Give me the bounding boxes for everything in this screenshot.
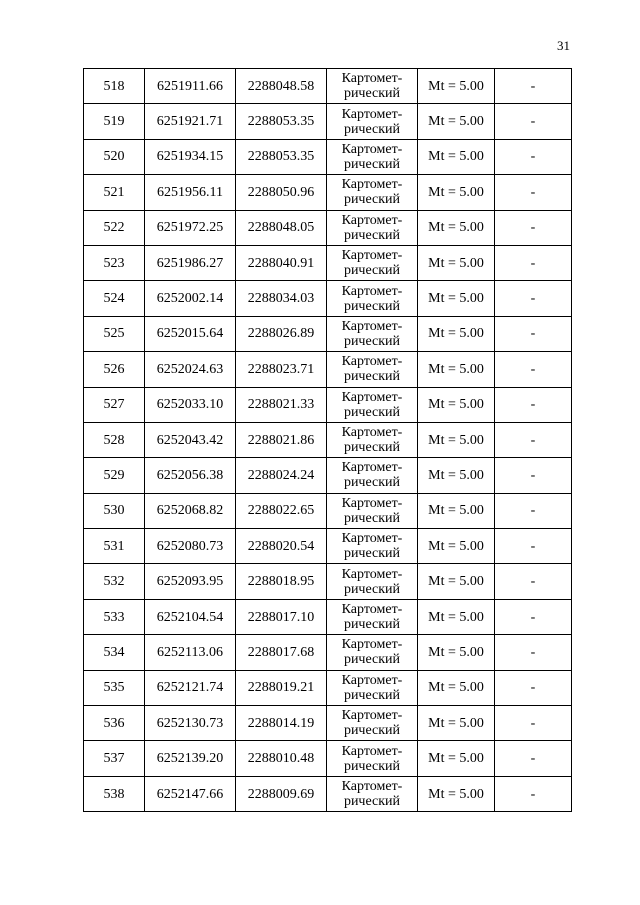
method-cell: Картомет- рический [327, 458, 418, 493]
description-cell: - [495, 245, 572, 280]
x-coordinate-cell: 6251911.66 [145, 69, 236, 104]
table-row [84, 210, 572, 245]
method-cell: Картомет- рический [327, 245, 418, 280]
x-coordinate-cell: 6252080.73 [145, 529, 236, 564]
description-cell: - [495, 281, 572, 316]
y-coordinate-cell: 2288014.19 [236, 706, 327, 741]
x-coordinate-cell: 6252113.06 [145, 635, 236, 670]
accuracy-cell: Mt = 5.00 [418, 175, 495, 210]
description-cell: - [495, 210, 572, 245]
x-coordinate-cell: 6252139.20 [145, 741, 236, 776]
point-number-cell: 533 [84, 599, 145, 634]
y-coordinate-cell: 2288048.58 [236, 69, 327, 104]
coordinates-table [83, 68, 572, 812]
x-coordinate-cell: 6252130.73 [145, 706, 236, 741]
x-coordinate-cell: 6252015.64 [145, 316, 236, 351]
table-row [84, 281, 572, 316]
accuracy-cell: Mt = 5.00 [418, 635, 495, 670]
description-cell: - [495, 352, 572, 387]
x-coordinate-cell: 6252068.82 [145, 493, 236, 528]
table-row [84, 69, 572, 104]
accuracy-cell: Mt = 5.00 [418, 706, 495, 741]
table-row [84, 139, 572, 174]
description-cell: - [495, 422, 572, 457]
accuracy-cell: Mt = 5.00 [418, 104, 495, 139]
x-coordinate-cell: 6252056.38 [145, 458, 236, 493]
table-row [84, 564, 572, 599]
method-cell: Картомет- рический [327, 706, 418, 741]
point-number-cell: 535 [84, 670, 145, 705]
method-cell: Картомет- рический [327, 564, 418, 599]
y-coordinate-cell: 2288053.35 [236, 139, 327, 174]
description-cell: - [495, 564, 572, 599]
accuracy-cell: Mt = 5.00 [418, 281, 495, 316]
accuracy-cell: Mt = 5.00 [418, 776, 495, 811]
x-coordinate-cell: 6251934.15 [145, 139, 236, 174]
description-cell: - [495, 387, 572, 422]
accuracy-cell: Mt = 5.00 [418, 458, 495, 493]
point-number-cell: 525 [84, 316, 145, 351]
method-cell: Картомет- рический [327, 422, 418, 457]
y-coordinate-cell: 2288017.10 [236, 599, 327, 634]
method-cell: Картомет- рический [327, 599, 418, 634]
description-cell: - [495, 776, 572, 811]
accuracy-cell: Mt = 5.00 [418, 670, 495, 705]
y-coordinate-cell: 2288048.05 [236, 210, 327, 245]
accuracy-cell: Mt = 5.00 [418, 493, 495, 528]
x-coordinate-cell: 6252033.10 [145, 387, 236, 422]
method-cell: Картомет- рический [327, 776, 418, 811]
accuracy-cell: Mt = 5.00 [418, 352, 495, 387]
point-number-cell: 537 [84, 741, 145, 776]
x-coordinate-cell: 6251956.11 [145, 175, 236, 210]
point-number-cell: 524 [84, 281, 145, 316]
table-row [84, 104, 572, 139]
y-coordinate-cell: 2288022.65 [236, 493, 327, 528]
point-number-cell: 531 [84, 529, 145, 564]
point-number-cell: 529 [84, 458, 145, 493]
x-coordinate-cell: 6252121.74 [145, 670, 236, 705]
method-cell: Картомет- рический [327, 281, 418, 316]
table-row [84, 387, 572, 422]
x-coordinate-cell: 6252043.42 [145, 422, 236, 457]
description-cell: - [495, 69, 572, 104]
description-cell: - [495, 706, 572, 741]
point-number-cell: 526 [84, 352, 145, 387]
table-row [84, 529, 572, 564]
method-cell: Картомет- рический [327, 352, 418, 387]
description-cell: - [495, 599, 572, 634]
description-cell: - [495, 493, 572, 528]
x-coordinate-cell: 6252024.63 [145, 352, 236, 387]
y-coordinate-cell: 2288019.21 [236, 670, 327, 705]
description-cell: - [495, 635, 572, 670]
y-coordinate-cell: 2288021.86 [236, 422, 327, 457]
y-coordinate-cell: 2288009.69 [236, 776, 327, 811]
y-coordinate-cell: 2288023.71 [236, 352, 327, 387]
method-cell: Картомет- рический [327, 529, 418, 564]
point-number-cell: 519 [84, 104, 145, 139]
point-number-cell: 528 [84, 422, 145, 457]
y-coordinate-cell: 2288026.89 [236, 316, 327, 351]
method-cell: Картомет- рический [327, 175, 418, 210]
y-coordinate-cell: 2288053.35 [236, 104, 327, 139]
description-cell: - [495, 316, 572, 351]
method-cell: Картомет- рический [327, 387, 418, 422]
accuracy-cell: Mt = 5.00 [418, 69, 495, 104]
table-row [84, 422, 572, 457]
table-row [84, 175, 572, 210]
method-cell: Картомет- рический [327, 139, 418, 174]
accuracy-cell: Mt = 5.00 [418, 139, 495, 174]
point-number-cell: 527 [84, 387, 145, 422]
accuracy-cell: Mt = 5.00 [418, 741, 495, 776]
y-coordinate-cell: 2288018.95 [236, 564, 327, 599]
table-row [84, 493, 572, 528]
x-coordinate-cell: 6252002.14 [145, 281, 236, 316]
method-cell: Картомет- рический [327, 210, 418, 245]
table-row [84, 706, 572, 741]
table-row [84, 741, 572, 776]
method-cell: Картомет- рический [327, 316, 418, 351]
x-coordinate-cell: 6252147.66 [145, 776, 236, 811]
point-number-cell: 523 [84, 245, 145, 280]
description-cell: - [495, 529, 572, 564]
point-number-cell: 530 [84, 493, 145, 528]
method-cell: Картомет- рический [327, 741, 418, 776]
accuracy-cell: Mt = 5.00 [418, 529, 495, 564]
table-row [84, 599, 572, 634]
table-row [84, 245, 572, 280]
y-coordinate-cell: 2288021.33 [236, 387, 327, 422]
point-number-cell: 536 [84, 706, 145, 741]
point-number-cell: 521 [84, 175, 145, 210]
y-coordinate-cell: 2288050.96 [236, 175, 327, 210]
coordinates-table-body [84, 69, 572, 812]
method-cell: Картомет- рический [327, 493, 418, 528]
x-coordinate-cell: 6251986.27 [145, 245, 236, 280]
table-row [84, 670, 572, 705]
y-coordinate-cell: 2288017.68 [236, 635, 327, 670]
description-cell: - [495, 670, 572, 705]
y-coordinate-cell: 2288034.03 [236, 281, 327, 316]
description-cell: - [495, 741, 572, 776]
accuracy-cell: Mt = 5.00 [418, 245, 495, 280]
x-coordinate-cell: 6251921.71 [145, 104, 236, 139]
point-number-cell: 538 [84, 776, 145, 811]
y-coordinate-cell: 2288024.24 [236, 458, 327, 493]
point-number-cell: 534 [84, 635, 145, 670]
description-cell: - [495, 458, 572, 493]
point-number-cell: 520 [84, 139, 145, 174]
description-cell: - [495, 175, 572, 210]
table-row [84, 776, 572, 811]
x-coordinate-cell: 6252104.54 [145, 599, 236, 634]
y-coordinate-cell: 2288020.54 [236, 529, 327, 564]
accuracy-cell: Mt = 5.00 [418, 599, 495, 634]
page-number: 31 [557, 38, 570, 53]
table-row [84, 635, 572, 670]
description-cell: - [495, 139, 572, 174]
accuracy-cell: Mt = 5.00 [418, 422, 495, 457]
method-cell: Картомет- рический [327, 69, 418, 104]
table-row [84, 458, 572, 493]
accuracy-cell: Mt = 5.00 [418, 564, 495, 599]
y-coordinate-cell: 2288010.48 [236, 741, 327, 776]
description-cell: - [495, 104, 572, 139]
accuracy-cell: Mt = 5.00 [418, 210, 495, 245]
point-number-cell: 522 [84, 210, 145, 245]
point-number-cell: 518 [84, 69, 145, 104]
table-row [84, 316, 572, 351]
method-cell: Картомет- рический [327, 635, 418, 670]
method-cell: Картомет- рический [327, 670, 418, 705]
point-number-cell: 532 [84, 564, 145, 599]
table-row [84, 352, 572, 387]
accuracy-cell: Mt = 5.00 [418, 387, 495, 422]
accuracy-cell: Mt = 5.00 [418, 316, 495, 351]
y-coordinate-cell: 2288040.91 [236, 245, 327, 280]
method-cell: Картомет- рический [327, 104, 418, 139]
x-coordinate-cell: 6251972.25 [145, 210, 236, 245]
x-coordinate-cell: 6252093.95 [145, 564, 236, 599]
